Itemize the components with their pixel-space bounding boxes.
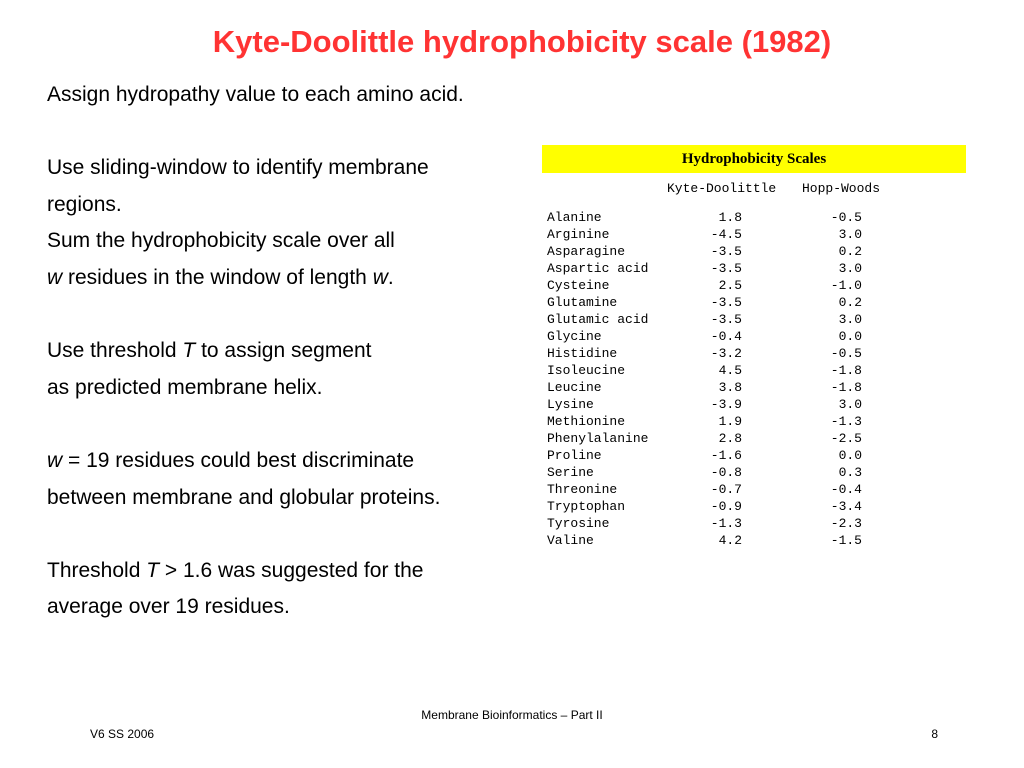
table-row [542,379,966,396]
scales-table [542,173,966,549]
amino-acid-name: Arginine [547,227,610,242]
amino-acid-name: Tryptophan [547,499,626,514]
text-segment: > 1.6 was suggested for the [159,558,424,582]
table-rows [542,209,966,549]
page-number: 8 [931,727,938,741]
text-line [47,553,547,590]
column-header-hopp-woods: Hopp-Woods [802,181,881,196]
text-segment: Threshold [47,558,147,582]
amino-acid-name: Alanine [547,210,602,225]
hopp-woods-value: -0.4 [830,482,862,497]
kyte-doolittle-value: -1.6 [710,448,742,463]
column-headers [542,173,966,209]
text-segment: . [387,265,394,289]
amino-acid-name: Asparagine [547,244,626,259]
table-row [542,277,966,294]
threshold-variable: T [146,558,160,582]
hopp-woods-value: 0.0 [838,329,862,344]
blank-line [47,114,547,151]
kyte-doolittle-value: -0.8 [710,465,742,480]
table-row [542,209,966,226]
text-line: regions. [47,192,122,216]
text-segment: = 19 residues could best discriminate [62,448,415,472]
table-row [542,532,966,549]
kyte-doolittle-value: -1.3 [710,516,742,531]
hopp-woods-value: -1.0 [830,278,862,293]
text-segment: residues in the window of length [62,265,373,289]
kyte-doolittle-value: -3.5 [710,261,742,276]
text-line [47,443,547,480]
text-segment: to assign segment [195,339,372,363]
hopp-woods-value: -0.5 [830,346,862,361]
text-line [47,333,547,370]
amino-acid-name: Isoleucine [547,363,626,378]
kyte-doolittle-value: -0.7 [710,482,742,497]
table-row [542,481,966,498]
amino-acid-name: Methionine [547,414,626,429]
table-row [542,413,966,430]
table-row [542,498,966,515]
table-row [542,226,966,243]
table-row [542,464,966,481]
kyte-doolittle-value: 3.8 [718,380,742,395]
amino-acid-name: Valine [547,533,594,548]
blank-line [47,516,547,553]
table-row [542,243,966,260]
hopp-woods-value: 0.0 [838,448,862,463]
kyte-doolittle-value: 2.5 [718,278,742,293]
threshold-variable: T [182,339,196,363]
text-line [47,260,547,297]
text-line: between membrane and globular proteins. [47,485,441,509]
hopp-woods-value: 3.0 [838,227,862,242]
kyte-doolittle-value: 1.9 [718,414,742,429]
blank-line [47,406,547,443]
hopp-woods-value: -1.3 [830,414,862,429]
kyte-doolittle-value: -4.5 [710,227,742,242]
kyte-doolittle-value: -3.5 [710,244,742,259]
hopp-woods-value: 0.2 [838,244,862,259]
table-row [542,396,966,413]
kyte-doolittle-value: 2.8 [718,431,742,446]
hopp-woods-value: -1.5 [830,533,862,548]
footer-semester: V6 SS 2006 [90,727,155,741]
footer-course-title: Membrane Bioinformatics – Part II [421,708,603,722]
amino-acid-name: Cysteine [547,278,610,293]
table-row [542,447,966,464]
kyte-doolittle-value: -0.9 [710,499,742,514]
amino-acid-name: Serine [547,465,594,480]
hopp-woods-value: -2.3 [830,516,862,531]
table-row [542,294,966,311]
amino-acid-name: Proline [547,448,602,463]
kyte-doolittle-value: -3.2 [710,346,742,361]
amino-acid-name: Glutamic acid [547,312,649,327]
slide-title: Kyte-Doolittle hydrophobicity scale (1982) [212,24,832,59]
amino-acid-name: Aspartic acid [547,261,649,276]
table-row [542,362,966,379]
scales-header: Hydrophobicity Scales [542,145,966,173]
kyte-doolittle-value: 1.8 [718,210,742,225]
hopp-woods-value: -2.5 [830,431,862,446]
hopp-woods-value: -1.8 [830,363,862,378]
window-variable: w [47,448,63,472]
hopp-woods-value: -0.5 [830,210,862,225]
table-row [542,311,966,328]
kyte-doolittle-value: -3.5 [710,295,742,310]
hydrophobicity-scales-panel [542,145,966,549]
text-line: Sum the hydrophobicity scale over all [47,229,395,253]
kyte-doolittle-value: 4.5 [718,363,742,378]
hopp-woods-value: -1.8 [830,380,862,395]
kyte-doolittle-value: -3.9 [710,397,742,412]
text-line: as predicted membrane helix. [47,375,323,399]
window-variable: w [372,265,388,289]
text-line: average over 19 residues. [47,595,290,619]
body-text [47,77,547,626]
hopp-woods-value: 3.0 [838,261,862,276]
hopp-woods-value: 3.0 [838,312,862,327]
table-row [542,515,966,532]
amino-acid-name: Glutamine [547,295,618,310]
amino-acid-name: Histidine [547,346,618,361]
text-line: Use sliding-window to identify membrane [47,156,429,180]
hopp-woods-value: 0.3 [838,465,862,480]
hopp-woods-value: 0.2 [838,295,862,310]
text-segment: Use threshold [47,339,183,363]
amino-acid-name: Threonine [547,482,618,497]
blank-line [47,297,547,334]
hopp-woods-value: -3.4 [830,499,862,514]
table-row [542,345,966,362]
amino-acid-name: Tyrosine [547,516,610,531]
table-row [542,328,966,345]
amino-acid-name: Leucine [547,380,602,395]
amino-acid-name: Phenylalanine [547,431,649,446]
table-row [542,430,966,447]
kyte-doolittle-value: -3.5 [710,312,742,327]
amino-acid-name: Glycine [547,329,602,344]
kyte-doolittle-value: 4.2 [718,533,742,548]
amino-acid-name: Lysine [547,397,594,412]
hopp-woods-value: 3.0 [838,397,862,412]
kyte-doolittle-value: -0.4 [710,329,742,344]
table-row [542,260,966,277]
column-header-kyte-doolittle: Kyte-Doolittle [667,181,777,196]
window-variable: w [47,265,63,289]
text-line: Assign hydropathy value to each amino acid. [47,83,464,106]
